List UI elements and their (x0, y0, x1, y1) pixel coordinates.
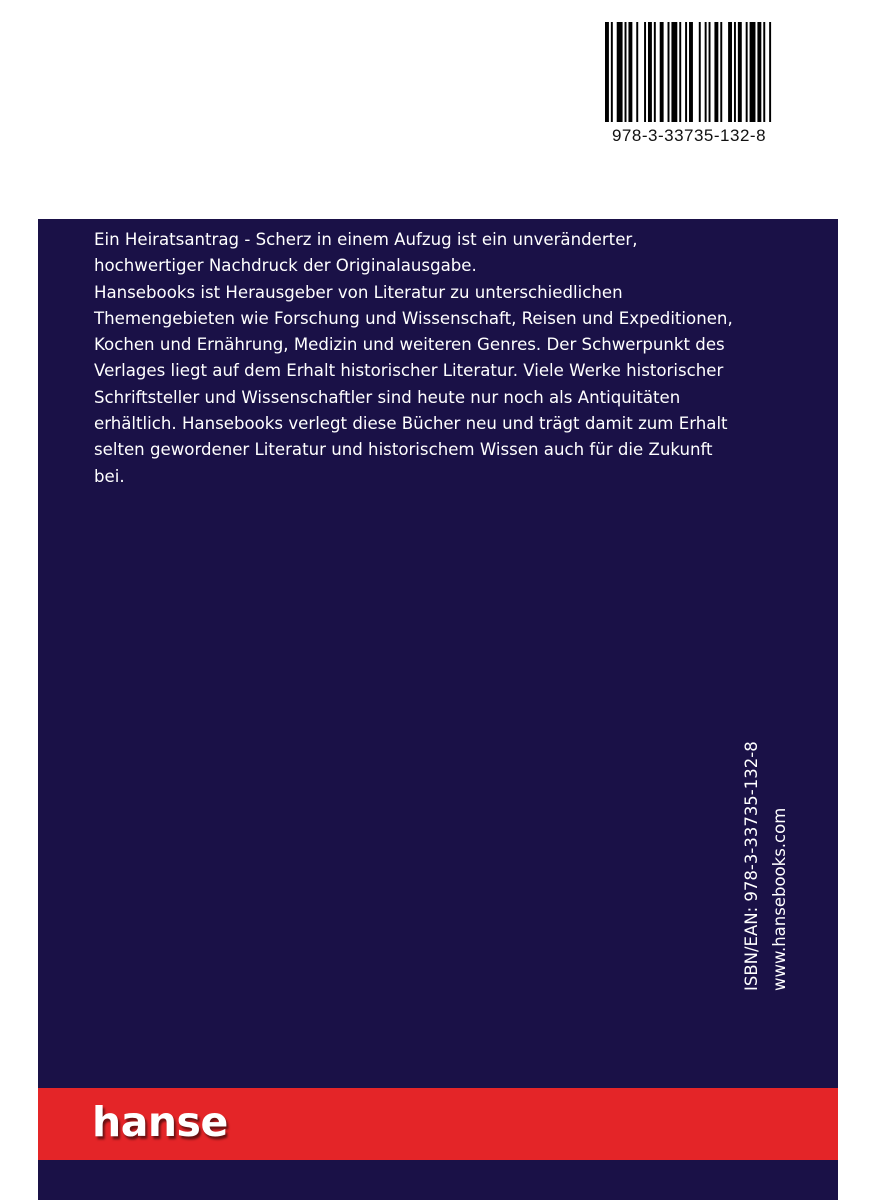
barcode-bar (746, 22, 748, 122)
barcode-bar (671, 22, 677, 122)
blurb-line: selten gewordener Literatur und historischem Wissen auch für die Zukunft (94, 440, 713, 460)
barcode-bar (625, 22, 627, 122)
barcode-bar (728, 22, 732, 122)
barcode-number: 978-3-33735-132-8 (611, 126, 767, 145)
back-cover (38, 219, 838, 1200)
barcode-bar (685, 22, 687, 122)
barcode-bar (734, 22, 736, 122)
barcode-bar (705, 22, 707, 122)
blurb-line: Hansebooks ist Herausgeber von Literatur zu unterschiedlichen (94, 282, 623, 302)
barcode-bar (757, 22, 761, 122)
barcode-bar (679, 22, 681, 122)
isbn-label: ISBN/EAN: 978-3-33735-132-8 (742, 741, 761, 991)
barcode-bar (720, 22, 722, 122)
barcode-bar (628, 22, 632, 122)
blurb-line: Ein Heiratsantrag - Scherz in einem Aufzug ist ein unveränderter, (94, 230, 638, 249)
spine-info (738, 691, 798, 991)
barcode-bar (636, 22, 638, 122)
blurb-line: hochwertiger Nachdruck der Originalausgabe. (94, 256, 477, 276)
barcode-bar (605, 22, 609, 122)
hanse-logo: hanse (92, 1098, 228, 1146)
barcode-bar (654, 22, 656, 122)
barcode-bar (668, 22, 670, 122)
blurb-line: Themengebieten wie Forschung und Wissenschaft, Reisen und Expeditionen, (94, 308, 733, 328)
blurb-line: Kochen und Ernährung, Medizin und weiteren Genres. Der Schwerpunkt des (94, 335, 725, 355)
barcode-bar (648, 22, 652, 122)
barcode-bar (689, 22, 693, 122)
barcode-bar (738, 22, 742, 122)
barcode-bar (611, 22, 613, 122)
barcode-bar (769, 22, 771, 122)
blurb-line: bei. (94, 466, 125, 486)
barcode-bar (617, 22, 623, 122)
barcode-bars (605, 22, 775, 122)
barcode-bar (699, 22, 701, 122)
barcode (597, 22, 781, 152)
barcode-bar (660, 22, 664, 122)
website-label: www.hansebooks.com (770, 807, 789, 991)
barcode-bar (763, 22, 765, 122)
publisher-band (38, 1088, 838, 1160)
barcode-bar (750, 22, 756, 122)
blurb-line: Verlages liegt auf dem Erhalt historischer Literatur. Viele Werke historischer (94, 361, 724, 381)
barcode-bar (714, 22, 718, 122)
blurb-line: erhältlich. Hansebooks verlegt diese Bücher neu und trägt damit zum Erhalt (94, 414, 728, 434)
blurb-text (94, 227, 794, 490)
blurb-line: Schriftsteller und Wissenschaftler sind heute nur noch als Antiquitäten (94, 387, 681, 407)
barcode-bar (709, 22, 711, 122)
barcode-bar (644, 22, 646, 122)
